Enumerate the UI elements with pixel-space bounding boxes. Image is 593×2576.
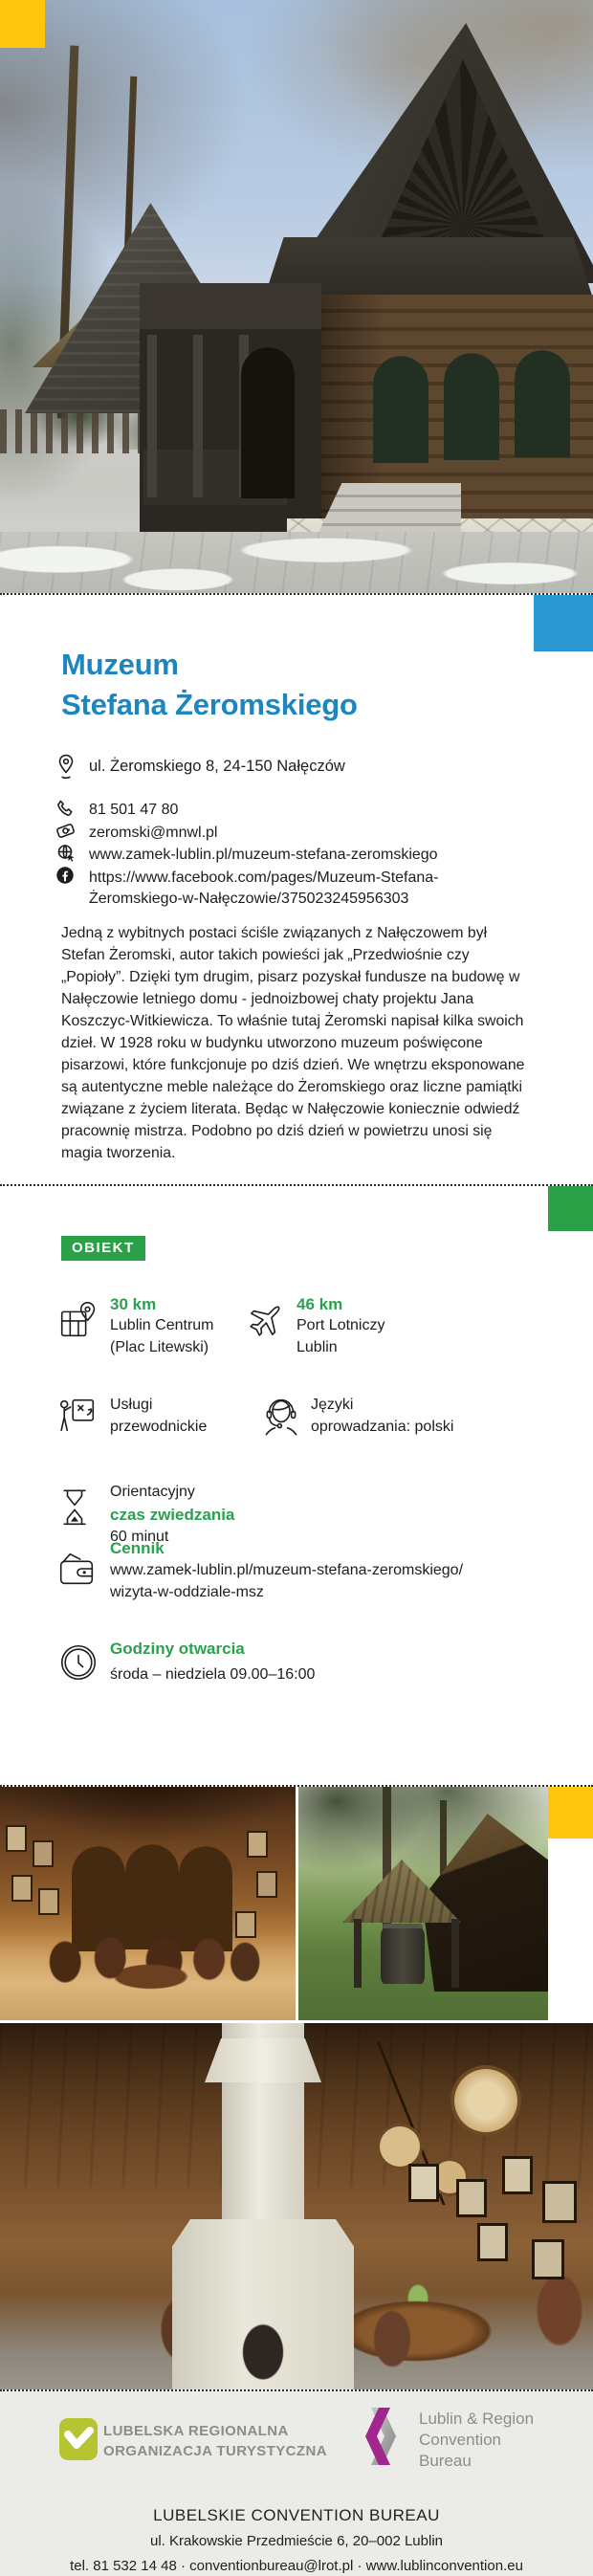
bureau-name: LUBELSKIE CONVENTION BUREAU — [153, 2506, 440, 2524]
fact-hours-label: Godziny otwarcia — [110, 1640, 245, 1658]
fact-languages — [311, 1395, 453, 1438]
photo-interior-dining-room — [0, 1787, 296, 2020]
fact-guide-line1: Usługi — [110, 1397, 153, 1413]
yellow-accent-square — [548, 1787, 593, 1838]
fact-distance-city — [110, 1293, 214, 1358]
photo-art-furniture — [38, 1928, 263, 1995]
hero-art-porch — [140, 283, 321, 536]
wallet-pricing-icon — [55, 1546, 99, 1592]
fact-airport-value: 46 km — [296, 1295, 343, 1313]
address-text: ul. Żeromskiego 8, 24-150 Nałęczów — [89, 758, 345, 775]
lrot-text-line2: ORGANIZACJA TURYSTYCZNA — [103, 2443, 327, 2459]
fact-pricing — [110, 1537, 463, 1603]
fact-pricing-url-line1[interactable]: www.zamek-lublin.pl/muzeum-stefana-zeromskiego/ — [110, 1562, 464, 1578]
fact-airport-line1: Port Lotniczy — [296, 1317, 385, 1333]
fact-languages-line1: Języki — [311, 1397, 354, 1413]
photo-interior-fireplace — [0, 2023, 593, 2389]
fact-city-line1: Lublin Centrum — [110, 1317, 214, 1333]
facebook-icon — [55, 865, 76, 886]
page-title-line2: Stefana Żeromskiego — [61, 688, 358, 721]
phone-icon — [55, 798, 77, 819]
website-url[interactable]: www.zamek-lublin.pl/muzeum-stefana-zeromskiego — [89, 847, 438, 863]
lrcb-text-line1: Lublin & Region — [419, 2410, 535, 2428]
footer — [0, 2391, 593, 2576]
email-icon — [55, 820, 77, 842]
page-title-line1: Muzeum — [61, 648, 179, 681]
facebook-url-line1[interactable]: https://www.facebook.com/pages/Muzeum-Stefana- — [89, 870, 439, 886]
fact-pricing-label: Cennik — [110, 1539, 165, 1557]
section-badge-obiekt: OBIEKT — [61, 1236, 145, 1261]
fact-city-line2: (Plac Litewski) — [110, 1338, 209, 1355]
photo-art-picture-frames — [8, 1827, 25, 1850]
lrcb-logo-icon — [358, 2407, 404, 2466]
lrcb-text-line2: Convention — [419, 2431, 502, 2449]
fact-duration-line3: 60 minut — [110, 1528, 169, 1545]
dotted-separator-1 — [0, 593, 593, 595]
languages-headset-icon — [258, 1389, 304, 1442]
photo-art-well-body — [381, 1928, 425, 1984]
fact-guide-line2: przewodnickie — [110, 1418, 208, 1435]
fact-languages-line2: oprowadzania: polski — [311, 1418, 454, 1435]
description-paragraph: Jedną z wybitnych postaci ściśle związanych z Nałęczowem był Stefan Żeromski, autor takich powieści jak „Przedwiośnie czy „Popioły”. Dzięki tym drugim, pisarz pozyskał fundusze na budowę w Nałęczowie letniego domu - jednoizbowej chaty projektu Jana Koszczyc-Witkiewicza. To właśnie tutaj Żeromski napisał kilka swoich dzieł. W 1928 roku w budynku utworzono muzeum poświęcone pisarzowi, które funkcjonuje po dziś dzień. We wnętrzu eksponowane są autentyczne meble należące do Żeromskiego oraz liczne pamiątki związane z życiem literata. Będąc w Nałęczowie koniecznie odwiedź pracownię mistrza. Podobno po dziś dzień w powietrzu unosi się magia tworzenia. — [61, 925, 525, 1161]
fact-duration-line1: Orientacyjny — [110, 1484, 195, 1500]
location-pin-icon — [54, 752, 78, 782]
hero-art-ground — [0, 532, 593, 593]
photo-garden-well — [298, 1787, 548, 2020]
lrot-logo-text — [103, 2421, 327, 2461]
hero-photo-museum-exterior — [0, 0, 593, 593]
fact-guide-services — [110, 1395, 207, 1438]
fact-hours — [110, 1638, 315, 1686]
phone-number: 81 501 47 80 — [89, 802, 179, 818]
airplane-icon — [246, 1297, 288, 1341]
fact-pricing-url-line2[interactable]: wizyta-w-oddziale-msz — [110, 1583, 264, 1600]
lrot-text-line1: LUBELSKA REGIONALNA — [103, 2423, 289, 2439]
facebook-url-line2[interactable]: Żeromskiego-w-Nałęczowie/375023245956303 — [89, 891, 409, 907]
fact-hours-value: środa – niedziela 09.00–16:00 — [110, 1666, 316, 1683]
map-distance-icon — [55, 1297, 99, 1343]
blue-accent-square — [534, 595, 593, 651]
dotted-separator-2 — [0, 1184, 593, 1186]
hourglass-icon — [55, 1481, 94, 1532]
fact-city-value: 30 km — [110, 1295, 157, 1313]
fact-duration-line2: czas zwiedzania — [110, 1505, 235, 1524]
page-title — [61, 645, 358, 725]
photo-art-chimney-cap — [205, 2038, 321, 2082]
fact-airport-line2: Lublin — [296, 1338, 338, 1355]
lrot-logo-icon — [59, 2418, 98, 2460]
photo-art-wall-plates — [454, 2069, 517, 2132]
bureau-contact-line: tel. 81 532 14 48 · conventionbureau@lrot.pl · www.lublinconvention.eu — [70, 2558, 523, 2574]
guide-services-icon — [55, 1389, 99, 1442]
lrcb-logo-text — [419, 2409, 534, 2472]
email-address[interactable]: zeromski@mnwl.pl — [89, 825, 218, 841]
bureau-address: ul. Krakowskie Przedmieście 6, 20–002 Lublin — [150, 2533, 443, 2549]
photo-art-fireplace — [172, 2219, 354, 2389]
facebook-url[interactable] — [89, 868, 439, 910]
green-accent-square — [548, 1186, 593, 1231]
yellow-corner-accent — [0, 0, 45, 48]
photo-art-well-posts — [354, 1919, 362, 1988]
lrcb-text-line3: Bureau — [419, 2452, 472, 2470]
photo-art-photo-frames — [411, 2167, 436, 2199]
clock-hours-icon — [56, 1640, 100, 1685]
website-globe-icon — [55, 842, 77, 865]
fact-distance-airport — [296, 1293, 384, 1358]
